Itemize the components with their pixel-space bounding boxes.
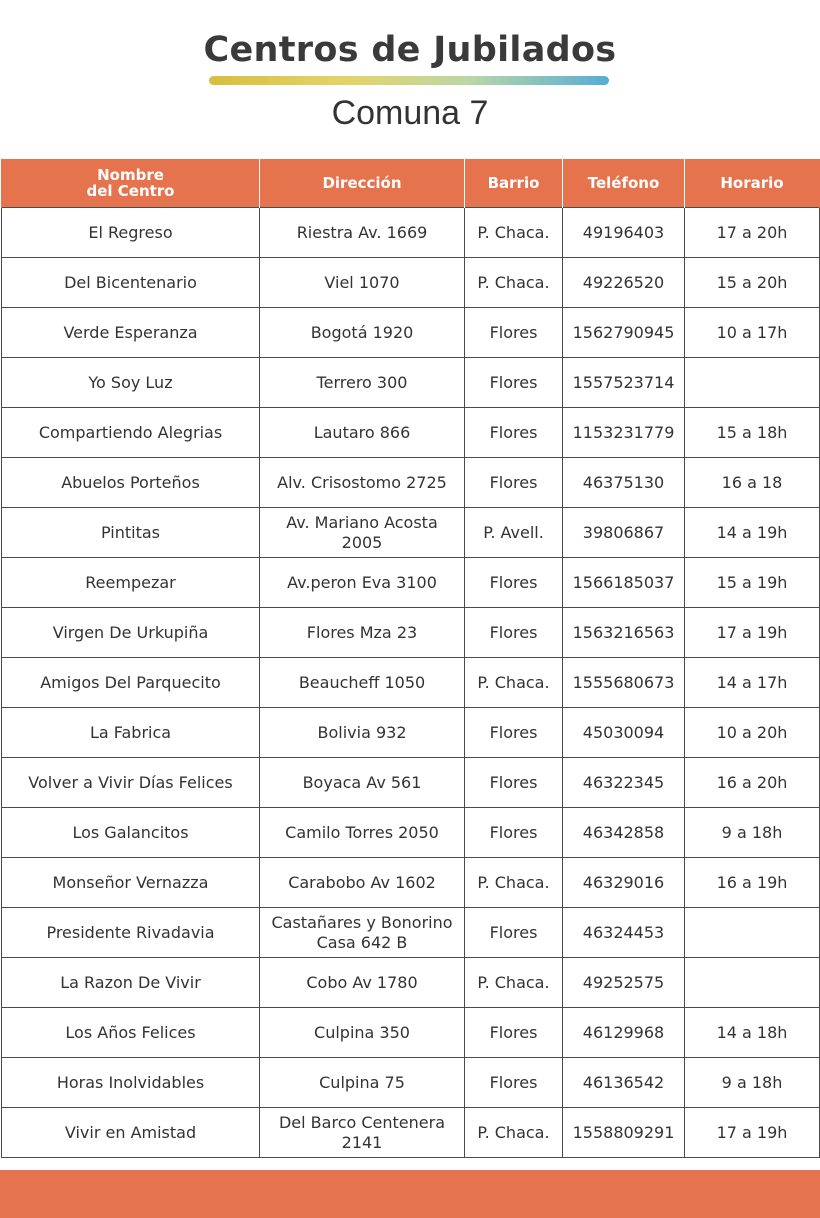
cell-barrio: Flores (465, 558, 563, 608)
cell-horario: 15 a 19h (685, 558, 820, 608)
cell-direccion: Riestra Av. 1669 (260, 208, 465, 258)
cell-telefono: 1562790945 (563, 308, 685, 358)
table-row (2, 508, 820, 558)
table-row (2, 358, 820, 408)
cell-nombre: Pintitas (2, 508, 260, 558)
cell-nombre: Volver a Vivir Días Felices (2, 758, 260, 808)
title-underline-bar (209, 76, 609, 85)
cell-direccion: Carabobo Av 1602 (260, 858, 465, 908)
cell-horario: 17 a 19h (685, 1108, 820, 1158)
cell-barrio: Flores (465, 1008, 563, 1058)
table-row (2, 908, 820, 958)
table-row (2, 1058, 820, 1108)
cell-direccion: Cobo Av 1780 (260, 958, 465, 1008)
table-row (2, 658, 820, 708)
cell-nombre: Los Años Felices (2, 1008, 260, 1058)
column-header-nombre (2, 159, 260, 208)
cell-nombre: Compartiendo Alegrias (2, 408, 260, 458)
table-row (2, 308, 820, 358)
cell-telefono: 46129968 (563, 1008, 685, 1058)
footer-bar (0, 1170, 820, 1218)
cell-direccion: Alv. Crisostomo 2725 (260, 458, 465, 508)
cell-horario: 15 a 20h (685, 258, 820, 308)
cell-barrio: Flores (465, 908, 563, 958)
cell-direccion: Del Barco Centenera 2141 (260, 1108, 465, 1158)
table-body (2, 208, 820, 1158)
cell-barrio: P. Chaca. (465, 858, 563, 908)
cell-nombre: Amigos Del Parquecito (2, 658, 260, 708)
cell-telefono: 45030094 (563, 708, 685, 758)
cell-horario: 9 a 18h (685, 1058, 820, 1108)
table-header (2, 159, 820, 208)
cell-horario (685, 358, 820, 408)
cell-barrio: Flores (465, 358, 563, 408)
cell-nombre: Monseñor Vernazza (2, 858, 260, 908)
table-row (2, 708, 820, 758)
cell-nombre: Horas Inolvidables (2, 1058, 260, 1108)
table-row (2, 758, 820, 808)
table-header-row (2, 159, 820, 208)
cell-barrio: Flores (465, 1058, 563, 1108)
cell-telefono: 39806867 (563, 508, 685, 558)
cell-telefono: 1557523714 (563, 358, 685, 408)
cell-horario: 16 a 18 (685, 458, 820, 508)
table-row (2, 1008, 820, 1058)
cell-nombre: Verde Esperanza (2, 308, 260, 358)
cell-direccion: Castañares y Bonorino Casa 642 B (260, 908, 465, 958)
page-subtitle: Comuna 7 (331, 94, 489, 132)
table-row (2, 258, 820, 308)
cell-telefono: 49252575 (563, 958, 685, 1008)
cell-horario (685, 908, 820, 958)
centros-table (1, 159, 820, 1158)
cell-barrio: Flores (465, 408, 563, 458)
cell-telefono: 46375130 (563, 458, 685, 508)
cell-nombre: Virgen De Urkupiña (2, 608, 260, 658)
cell-telefono: 46329016 (563, 858, 685, 908)
cell-telefono: 49226520 (563, 258, 685, 308)
cell-telefono: 1555680673 (563, 658, 685, 708)
cell-direccion: Terrero 300 (260, 358, 465, 408)
cell-nombre: Abuelos Porteños (2, 458, 260, 508)
cell-horario: 14 a 18h (685, 1008, 820, 1058)
cell-telefono: 46324453 (563, 908, 685, 958)
column-header-nombre-label: Nombre del Centro (86, 166, 175, 200)
cell-horario: 9 a 18h (685, 808, 820, 858)
cell-telefono: 46322345 (563, 758, 685, 808)
table-row (2, 808, 820, 858)
cell-nombre: El Regreso (2, 208, 260, 258)
cell-horario: 16 a 20h (685, 758, 820, 808)
cell-horario: 14 a 17h (685, 658, 820, 708)
cell-nombre: Presidente Rivadavia (2, 908, 260, 958)
cell-barrio: P. Chaca. (465, 958, 563, 1008)
table-row (2, 558, 820, 608)
cell-direccion: Boyaca Av 561 (260, 758, 465, 808)
column-header-telefono: Teléfono (563, 159, 685, 208)
cell-barrio: P. Chaca. (465, 208, 563, 258)
cell-direccion: Culpina 350 (260, 1008, 465, 1058)
cell-telefono: 1153231779 (563, 408, 685, 458)
cell-direccion: Viel 1070 (260, 258, 465, 308)
cell-telefono: 46136542 (563, 1058, 685, 1108)
cell-direccion: Beaucheff 1050 (260, 658, 465, 708)
cell-horario: 10 a 20h (685, 708, 820, 758)
table-row (2, 208, 820, 258)
cell-direccion: Camilo Torres 2050 (260, 808, 465, 858)
cell-direccion: Bogotá 1920 (260, 308, 465, 358)
cell-direccion: Av. Mariano Acosta 2005 (260, 508, 465, 558)
cell-telefono: 1566185037 (563, 558, 685, 608)
cell-telefono: 49196403 (563, 208, 685, 258)
cell-horario: 16 a 19h (685, 858, 820, 908)
cell-nombre: La Fabrica (2, 708, 260, 758)
cell-direccion: Av.peron Eva 3100 (260, 558, 465, 608)
table-row (2, 1108, 820, 1158)
cell-barrio: Flores (465, 458, 563, 508)
cell-barrio: P. Chaca. (465, 1108, 563, 1158)
cell-direccion: Bolivia 932 (260, 708, 465, 758)
cell-horario: 17 a 20h (685, 208, 820, 258)
column-header-barrio: Barrio (465, 159, 563, 208)
cell-telefono: 1558809291 (563, 1108, 685, 1158)
cell-barrio: P. Avell. (465, 508, 563, 558)
cell-nombre: La Razon De Vivir (2, 958, 260, 1008)
cell-direccion: Lautaro 866 (260, 408, 465, 458)
cell-direccion: Flores Mza 23 (260, 608, 465, 658)
column-header-direccion: Dirección (260, 159, 465, 208)
table-row (2, 858, 820, 908)
table-row (2, 608, 820, 658)
page-title: Centros de Jubilados (203, 30, 617, 70)
cell-barrio: Flores (465, 808, 563, 858)
cell-barrio: P. Chaca. (465, 658, 563, 708)
cell-horario: 10 a 17h (685, 308, 820, 358)
cell-barrio: Flores (465, 758, 563, 808)
cell-telefono: 1563216563 (563, 608, 685, 658)
table-row (2, 408, 820, 458)
cell-horario: 17 a 19h (685, 608, 820, 658)
cell-direccion: Culpina 75 (260, 1058, 465, 1108)
cell-barrio: Flores (465, 308, 563, 358)
column-header-horario: Horario (685, 159, 820, 208)
cell-nombre: Del Bicentenario (2, 258, 260, 308)
cell-nombre: Reempezar (2, 558, 260, 608)
cell-nombre: Yo Soy Luz (2, 358, 260, 408)
cell-nombre: Los Galancitos (2, 808, 260, 858)
cell-barrio: Flores (465, 708, 563, 758)
cell-horario: 15 a 18h (685, 408, 820, 458)
cell-barrio: Flores (465, 608, 563, 658)
cell-barrio: P. Chaca. (465, 258, 563, 308)
cell-nombre: Vivir en Amistad (2, 1108, 260, 1158)
cell-telefono: 46342858 (563, 808, 685, 858)
cell-horario (685, 958, 820, 1008)
table-row (2, 458, 820, 508)
cell-horario: 14 a 19h (685, 508, 820, 558)
table-row (2, 958, 820, 1008)
